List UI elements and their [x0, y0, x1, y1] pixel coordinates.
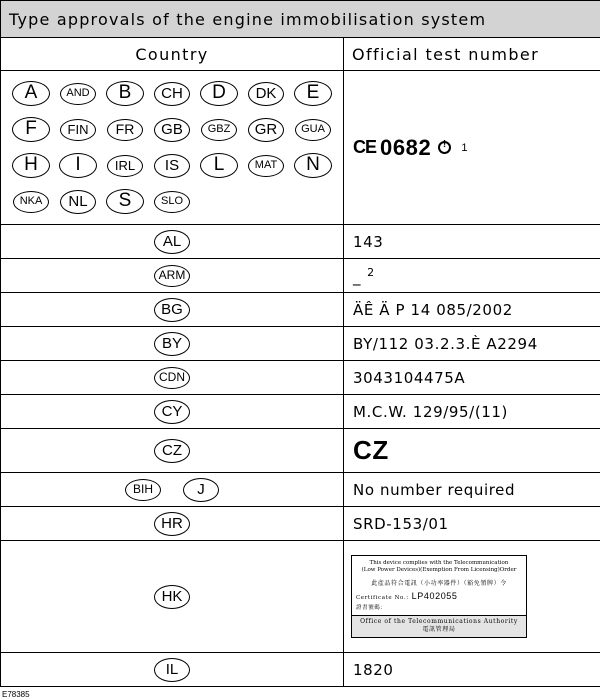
cz-logo-text: CZ	[353, 435, 389, 465]
column-header-test-number: Official test number	[344, 38, 600, 71]
test-number: _	[353, 267, 362, 286]
hk-label-chinese: 此產品符合電訊（小功率器件）（豁免領牌）令	[371, 580, 507, 587]
country-oval-fin: FIN	[60, 119, 96, 141]
country-oval-arm: ARM	[154, 265, 190, 287]
ce-mark-icon: CE	[353, 137, 377, 157]
test-number: SRD-153/01	[344, 507, 600, 541]
country-oval-bih: BIH	[125, 479, 161, 501]
footnote-reference: 1	[461, 141, 469, 154]
country-oval-gbz: GBZ	[201, 119, 237, 141]
table-title: Type approvals of the engine immobilisation system	[1, 1, 600, 38]
cz-approval-logo	[353, 435, 389, 466]
table-row-by	[1, 327, 600, 361]
country-oval-l: L	[200, 153, 238, 178]
country-oval-hk: HK	[154, 585, 190, 609]
alert-sign-icon	[438, 141, 451, 154]
test-number-cell-group	[344, 71, 600, 225]
country-oval-pair	[125, 478, 219, 502]
country-oval-slo: SLO	[154, 191, 190, 213]
country-cell-group	[1, 71, 344, 225]
country-oval-d: D	[200, 81, 238, 106]
country-oval-n: N	[294, 153, 332, 178]
table-row-cz	[1, 429, 600, 473]
country-oval-e: E	[294, 81, 332, 106]
table-row-arm	[1, 259, 600, 293]
hk-certificate-chinese: 證書號碼：	[356, 605, 387, 611]
ce-marking	[353, 135, 600, 161]
table-row-hk	[1, 541, 600, 653]
table-row-bg	[1, 293, 600, 327]
country-oval-f: F	[12, 117, 50, 142]
test-number-cell-arm	[344, 259, 600, 293]
country-oval-and: AND	[60, 83, 96, 105]
country-oval-al: AL	[154, 230, 190, 254]
column-header-country: Country	[1, 38, 344, 71]
test-number: BY/112 03.2.3.È A2294	[344, 327, 600, 361]
country-oval-ch: CH	[154, 82, 190, 106]
test-number: 1820	[344, 653, 600, 687]
test-number: ÄÊ Ä P 14 085/2002	[344, 293, 600, 327]
country-oval-i: I	[59, 153, 97, 178]
country-oval-cdn: CDN	[154, 367, 190, 389]
table-row-cy	[1, 395, 600, 429]
country-oval-s: S	[106, 189, 144, 214]
country-oval-irl: IRL	[107, 155, 143, 177]
country-oval-hr: HR	[154, 512, 190, 536]
table-row-cdn	[1, 361, 600, 395]
country-oval-gb: GB	[154, 118, 190, 142]
table-row-il	[1, 653, 600, 687]
country-oval-nl: NL	[60, 190, 96, 214]
country-oval-mat: MAT	[248, 155, 284, 177]
hk-authority: Office of the Telecommunications Authority	[360, 618, 518, 625]
test-number: No number required	[344, 473, 600, 507]
country-oval-gua: GUA	[295, 119, 331, 141]
footnote-reference: 2	[367, 265, 375, 279]
country-oval-a: A	[12, 81, 50, 106]
country-oval-cz: CZ	[154, 439, 190, 463]
country-oval-bg: BG	[154, 298, 190, 322]
hk-label-line-2: (Low Power Devices)(Exemption From Licensing)Order	[361, 567, 517, 573]
figure-code: E78385	[2, 690, 30, 699]
table-row-bih-j	[1, 473, 600, 507]
ce-notified-body-number: 0682	[380, 134, 432, 160]
table-row-eu-group	[1, 71, 600, 225]
country-oval-dk: DK	[248, 82, 284, 106]
country-oval-il: IL	[154, 658, 190, 682]
test-number-cell-cz	[344, 429, 600, 473]
hk-certificate-line	[352, 589, 526, 603]
test-number-cell-hk	[344, 541, 600, 653]
country-oval-j: J	[183, 478, 219, 502]
hk-compliance-label	[351, 555, 527, 638]
test-number: M.C.W. 129/95/(11)	[344, 395, 600, 429]
country-oval-nka: NKA	[13, 191, 49, 213]
hk-certificate-number: LP402055	[411, 591, 458, 601]
test-number: 143	[344, 225, 600, 259]
test-number: 3043104475A	[344, 361, 600, 395]
hk-authority-chinese: 電訊管理局	[422, 626, 456, 633]
country-oval-b: B	[106, 81, 144, 106]
country-oval-fr: FR	[107, 119, 143, 141]
hk-authority-footer	[352, 615, 526, 637]
table-row-al	[1, 225, 600, 259]
country-oval-gr: GR	[248, 118, 284, 142]
table-row-hr	[1, 507, 600, 541]
country-oval-is: IS	[154, 154, 190, 178]
hk-certificate-label: Certificate No.:	[356, 595, 409, 601]
country-oval-grid	[1, 71, 343, 224]
country-oval-by: BY	[154, 332, 190, 356]
country-oval-h: H	[12, 153, 50, 178]
country-oval-cy: CY	[154, 400, 190, 424]
hk-label-line-1: This device complies with the Telecommunication	[369, 560, 509, 566]
